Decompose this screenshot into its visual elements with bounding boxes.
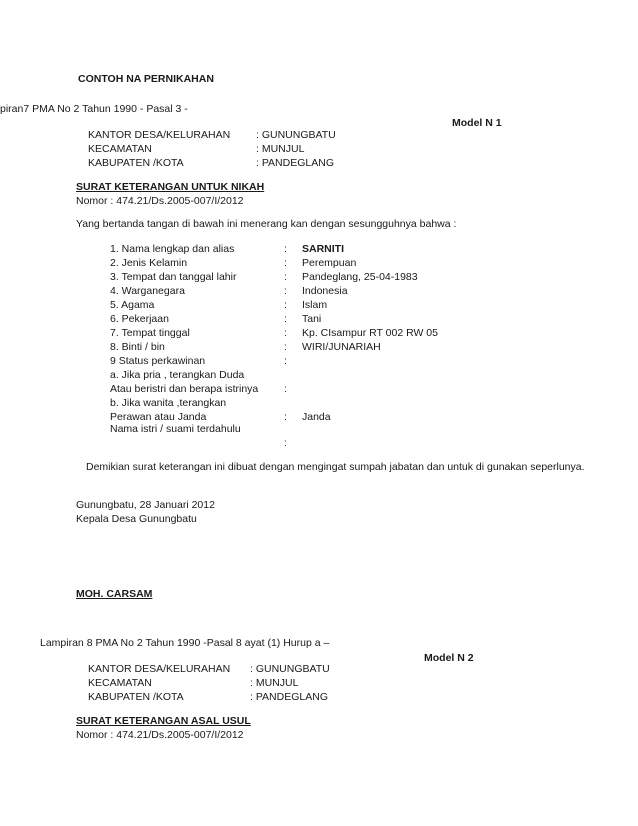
field-label: 5. Agama	[110, 299, 155, 311]
field-colon: :	[284, 271, 287, 283]
header-label: KABUPATEN /KOTA	[88, 157, 184, 169]
document-heading: CONTOH NA PERNIKAHAN	[78, 73, 214, 85]
header-label: KABUPATEN /KOTA	[88, 691, 184, 703]
field-label: 7. Tempat tinggal	[110, 327, 190, 339]
signer-name: MOH. CARSAM	[76, 588, 153, 600]
header-value: : GUNUNGBATU	[256, 129, 336, 141]
field-value: Pandeglang, 25-04-1983	[302, 271, 418, 283]
field-colon: :	[284, 327, 287, 339]
header-label: KECAMATAN	[88, 143, 152, 155]
field-colon: :	[284, 313, 287, 325]
field-colon: :	[284, 299, 287, 311]
field-colon: :	[284, 257, 287, 269]
field-colon: :	[284, 341, 287, 353]
signer-position: Kepala Desa Gunungbatu	[76, 513, 197, 525]
field-value: Janda	[302, 411, 331, 423]
header-value: : GUNUNGBATU	[250, 663, 330, 675]
lampiran-8-reference: Lampiran 8 PMA No 2 Tahun 1990 -Pasal 8 ayat (1) Hurup a –	[40, 637, 330, 649]
header-value: : PANDEGLANG	[256, 157, 334, 169]
field-value-name: SARNITI	[302, 243, 344, 255]
field-value: Indonesia	[302, 285, 348, 297]
letter-number-2: Nomor : 474.21/Ds.2005-007/I/2012	[76, 729, 244, 741]
header-value: : PANDEGLANG	[250, 691, 328, 703]
place-date: Gunungbatu, 28 Januari 2012	[76, 499, 215, 511]
field-label: 4. Warganegara	[110, 285, 185, 297]
field-label: 2. Jenis Kelamin	[110, 257, 188, 269]
field-label: 1. Nama lengkap dan alias	[110, 243, 235, 255]
field-label: 6. Pekerjaan	[110, 313, 169, 325]
intro-text: Yang bertanda tangan di bawah ini menerang kan dengan sesungguhnya bahwa :	[76, 218, 457, 230]
field-label: 8. Binti / bin	[110, 341, 165, 353]
field-colon: :	[284, 411, 287, 423]
letter-title-asal-usul: SURAT KETERANGAN ASAL USUL	[76, 715, 251, 727]
field-label: Perawan atau Janda	[110, 411, 207, 423]
prev-spouse-label: Nama istri / suami terdahulu	[110, 423, 241, 435]
field-value: WIRI/JUNARIAH	[302, 341, 381, 353]
field-colon: :	[284, 285, 287, 297]
field-value: Tani	[302, 313, 322, 325]
field-label: 9 Status perkawinan	[110, 355, 206, 367]
field-label: a. Jika pria , terangkan Duda	[110, 369, 245, 381]
header-label: KECAMATAN	[88, 677, 152, 689]
field-colon: :	[284, 383, 287, 395]
header-value: : MUNJUL	[256, 143, 305, 155]
header-label: KANTOR DESA/KELURAHAN	[88, 129, 231, 141]
prev-spouse-colon: :	[284, 437, 287, 449]
field-value: Islam	[302, 299, 328, 311]
lampiran-7-reference: piran7 PMA No 2 Tahun 1990 - Pasal 3 -	[0, 103, 188, 115]
field-label: 3. Tempat dan tanggal lahir	[110, 271, 237, 283]
field-label: b. Jika wanita ,terangkan	[110, 397, 227, 409]
field-colon: :	[284, 243, 287, 255]
closing-statement: Demikian surat keterangan ini dibuat dengan mengingat sumpah jabatan dan untuk di gunakan seperlunya.	[86, 461, 585, 473]
model-n1-label: Model N 1	[452, 117, 502, 129]
field-label: Atau beristri dan berapa istrinya	[110, 383, 259, 395]
field-value: Perempuan	[302, 257, 357, 269]
model-n2-label: Model N 2	[424, 652, 474, 664]
header-label: KANTOR DESA/KELURAHAN	[88, 663, 231, 675]
field-colon: :	[284, 355, 287, 367]
field-value: Kp. CIsampur RT 002 RW 05	[302, 327, 438, 339]
letter-title-nikah: SURAT KETERANGAN UNTUK NIKAH	[76, 181, 265, 193]
letter-number-1: Nomor : 474.21/Ds.2005-007/I/2012	[76, 195, 244, 207]
header-value: : MUNJUL	[250, 677, 299, 689]
